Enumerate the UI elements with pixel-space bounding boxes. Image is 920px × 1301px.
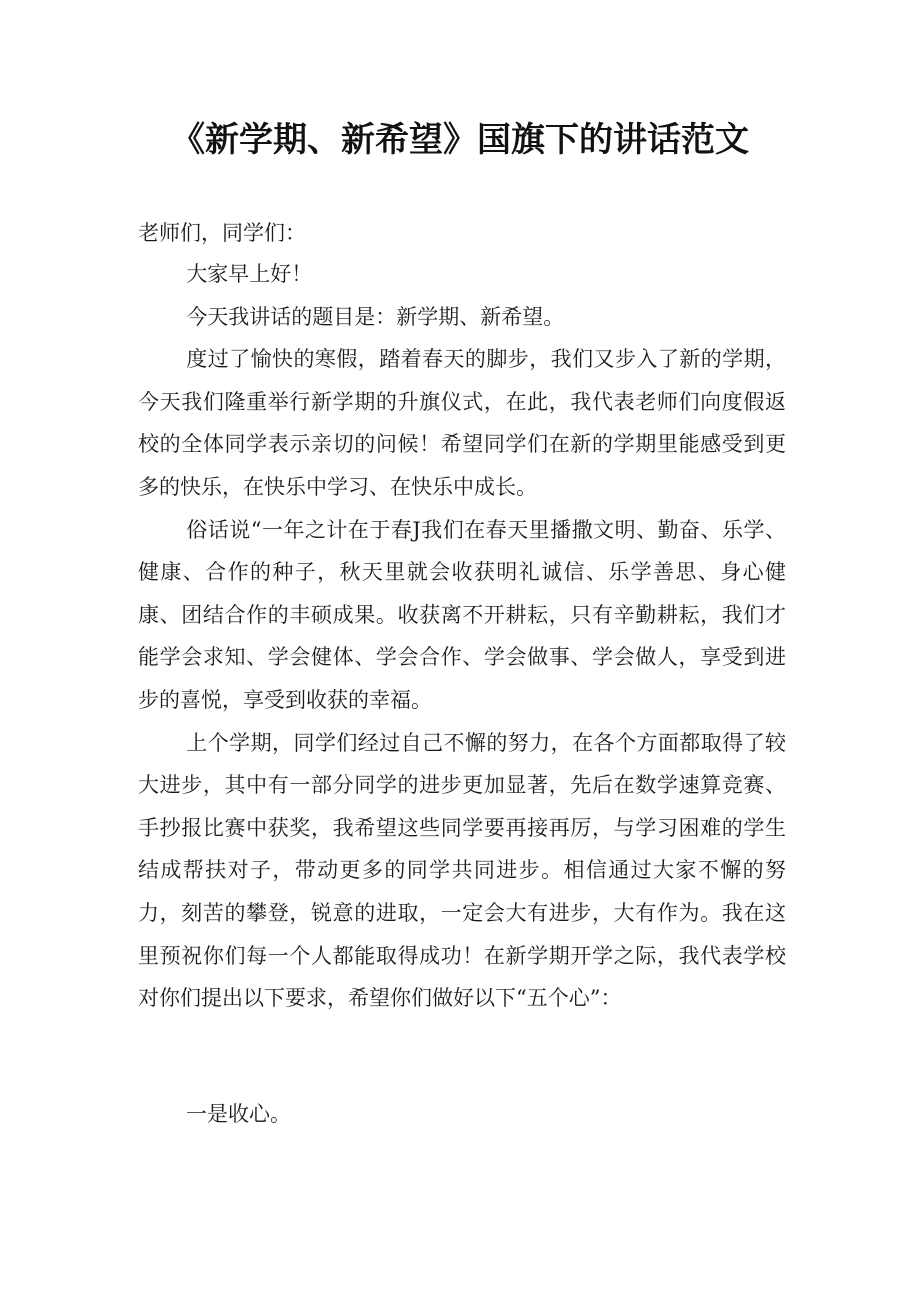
document-body bbox=[138, 253, 786, 1020]
paragraph-topic: 今天我讲话的题目是：新学期、新希望。 bbox=[186, 304, 565, 329]
paragraph-proverb: 俗话说“一年之计在于春J我们在春天里播撒文明、勤奋、乐学、健康、合作的种子，秋天里就会收获明礼诚信、乐学善思、身心健康、团结合作的丰硕成果。收获离不开耕耘，只有辛勤耕耘，我们才能学会求知、学会健体、学会合作、学会做事、学会做人，享受到进步的喜悦，享受到收获的幸福。 bbox=[138, 517, 786, 712]
salutation: 老师们，同学们： bbox=[138, 221, 306, 245]
paragraph-new-term: 度过了愉快的寒假，踏着春天的脚步，我们又步入了新的学期，今天我们隆重举行新学期的升旗仪式，在此，我代表老师们向度假返校的全体同学表示亲切的问候！希望同学们在新的学期里能感受到更多的快乐，在快乐中学习、在快乐中成长。 bbox=[138, 347, 786, 499]
document-title: 《新学期、新希望》国旗下的讲话范文 bbox=[171, 120, 749, 160]
paragraph-greeting: 大家早上好！ bbox=[186, 262, 313, 286]
paragraph-last-term: 上个学期，同学们经过自己不懈的努力，在各个方面都取得了较大进步，其中有一部分同学的进步更加显著，先后在数学速算竞赛、手抄报比赛中获奖，我希望这些同学要再接再厉，与学习困难的学生结成帮扶对子，带动更多的同学共同进步。相信通过大家不懈的努力，刻苦的攀登，锐意的进取，一定会大有进步，大有作为。我在这里预祝你们每一个人都能取得成功！在新学期开学之际，我代表学校对你们提出以下要求，希望你们做好以下“五个心”： bbox=[138, 730, 786, 1011]
paragraph-first-point: 一是收心。 bbox=[186, 1102, 291, 1126]
